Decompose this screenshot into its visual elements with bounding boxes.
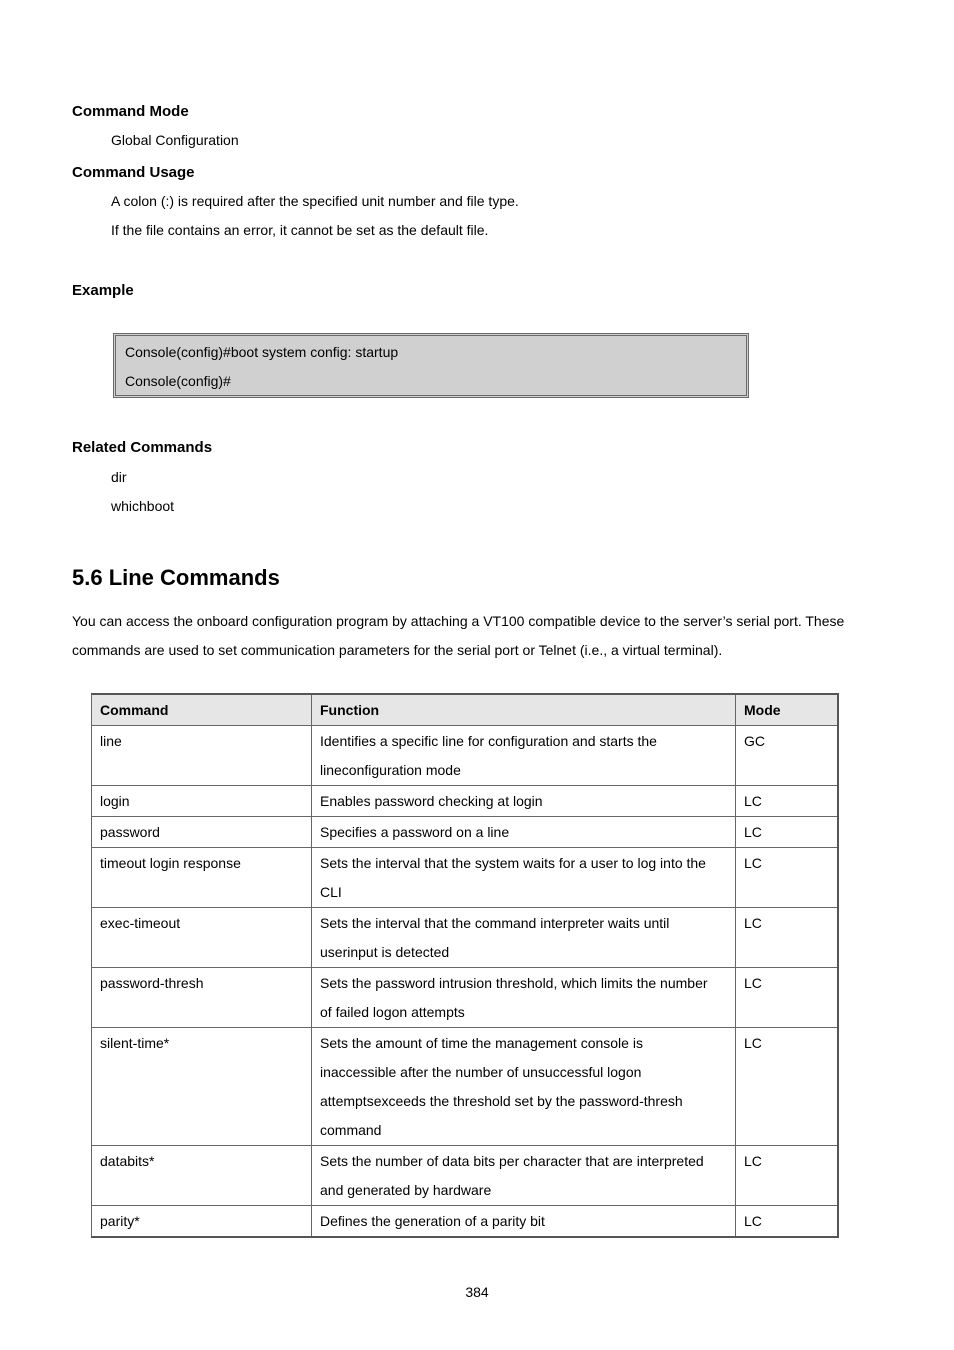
function-cell — [312, 726, 736, 786]
code-line: Console(config)#boot system config: startup — [125, 344, 399, 360]
command-cell: password — [92, 817, 312, 848]
command-cell: parity* — [92, 1206, 312, 1238]
mode-cell: GC — [736, 726, 838, 786]
function-line: userinput is detected — [320, 944, 450, 960]
function-line: Sets the password intrusion threshold, which limits the number — [320, 975, 708, 991]
table-row — [92, 1206, 838, 1238]
command-cell: databits* — [92, 1146, 312, 1206]
related-commands-heading: Related Commands — [72, 439, 213, 456]
command-mode-text: Global Configuration — [111, 132, 239, 148]
command-cell: line — [92, 726, 312, 786]
related-command-item: whichboot — [111, 498, 175, 514]
command-usage-line: If the file contains an error, it cannot be set as the default file. — [111, 222, 489, 238]
mode-cell: LC — [736, 968, 838, 1028]
mode-cell: LC — [736, 786, 838, 817]
section-title: 5.6 Line Commands — [72, 565, 280, 590]
function-cell — [312, 817, 736, 848]
function-cell — [312, 908, 736, 968]
function-line: Sets the amount of time the management console is — [320, 1035, 643, 1051]
function-line: command — [320, 1122, 382, 1138]
function-line: Sets the interval that the command interpreter waits until — [320, 915, 670, 931]
table-header-row — [92, 694, 838, 726]
table-row — [92, 968, 838, 1028]
command-cell: timeout login response — [92, 848, 312, 908]
function-cell — [312, 968, 736, 1028]
table-row — [92, 1146, 838, 1206]
command-cell: exec-timeout — [92, 908, 312, 968]
command-cell: password-thresh — [92, 968, 312, 1028]
function-line: inaccessible after the number of unsuccessful logon — [320, 1064, 642, 1080]
function-cell — [312, 1206, 736, 1238]
table-row — [92, 786, 838, 817]
example-code-box — [113, 333, 749, 398]
command-mode-heading: Command Mode — [72, 103, 189, 120]
function-line: Sets the interval that the system waits for a user to log into the — [320, 855, 706, 871]
page-number: 384 — [465, 1284, 489, 1300]
related-command-item: dir — [111, 469, 127, 485]
mode-cell: LC — [736, 1206, 838, 1238]
mode-cell: LC — [736, 1028, 838, 1146]
function-line: Defines the generation of a parity bit — [320, 1213, 545, 1229]
function-line: Enables password checking at login — [320, 793, 543, 809]
table-row — [92, 848, 838, 908]
example-heading: Example — [72, 282, 134, 299]
table-row — [92, 817, 838, 848]
header-function: Function — [312, 694, 736, 726]
header-command: Command — [92, 694, 312, 726]
mode-cell: LC — [736, 1146, 838, 1206]
mode-cell: LC — [736, 848, 838, 908]
function-line: Identifies a specific line for configuration and starts the — [320, 733, 657, 749]
code-line: Console(config)# — [125, 373, 231, 389]
function-line: Sets the number of data bits per character that are interpreted — [320, 1153, 704, 1169]
function-cell — [312, 1028, 736, 1146]
mode-cell: LC — [736, 908, 838, 968]
function-line: of failed logon attempts — [320, 1004, 465, 1020]
command-usage-heading: Command Usage — [72, 164, 195, 181]
table-row — [92, 726, 838, 786]
command-usage-line: A colon (:) is required after the specified unit number and file type. — [111, 193, 519, 209]
command-cell: silent-time* — [92, 1028, 312, 1146]
mode-cell: LC — [736, 817, 838, 848]
function-cell — [312, 786, 736, 817]
table-row — [92, 908, 838, 968]
table-row — [92, 1028, 838, 1146]
function-line: and generated by hardware — [320, 1182, 492, 1198]
section-intro-line: You can access the onboard configuration program by attaching a VT100 compatible device to the server’s serial port. These — [72, 613, 845, 629]
function-line: attemptsexceeds the threshold set by the password-thresh — [320, 1093, 683, 1109]
line-commands-table — [91, 693, 839, 1238]
function-cell — [312, 848, 736, 908]
function-line: Specifies a password on a line — [320, 824, 510, 840]
function-line: CLI — [320, 884, 342, 900]
command-cell: login — [92, 786, 312, 817]
function-cell — [312, 1146, 736, 1206]
section-intro-line: commands are used to set communication parameters for the serial port or Telnet (i.e., a virtual terminal). — [72, 642, 723, 658]
function-line: lineconfiguration mode — [320, 762, 461, 778]
header-mode: Mode — [736, 694, 838, 726]
